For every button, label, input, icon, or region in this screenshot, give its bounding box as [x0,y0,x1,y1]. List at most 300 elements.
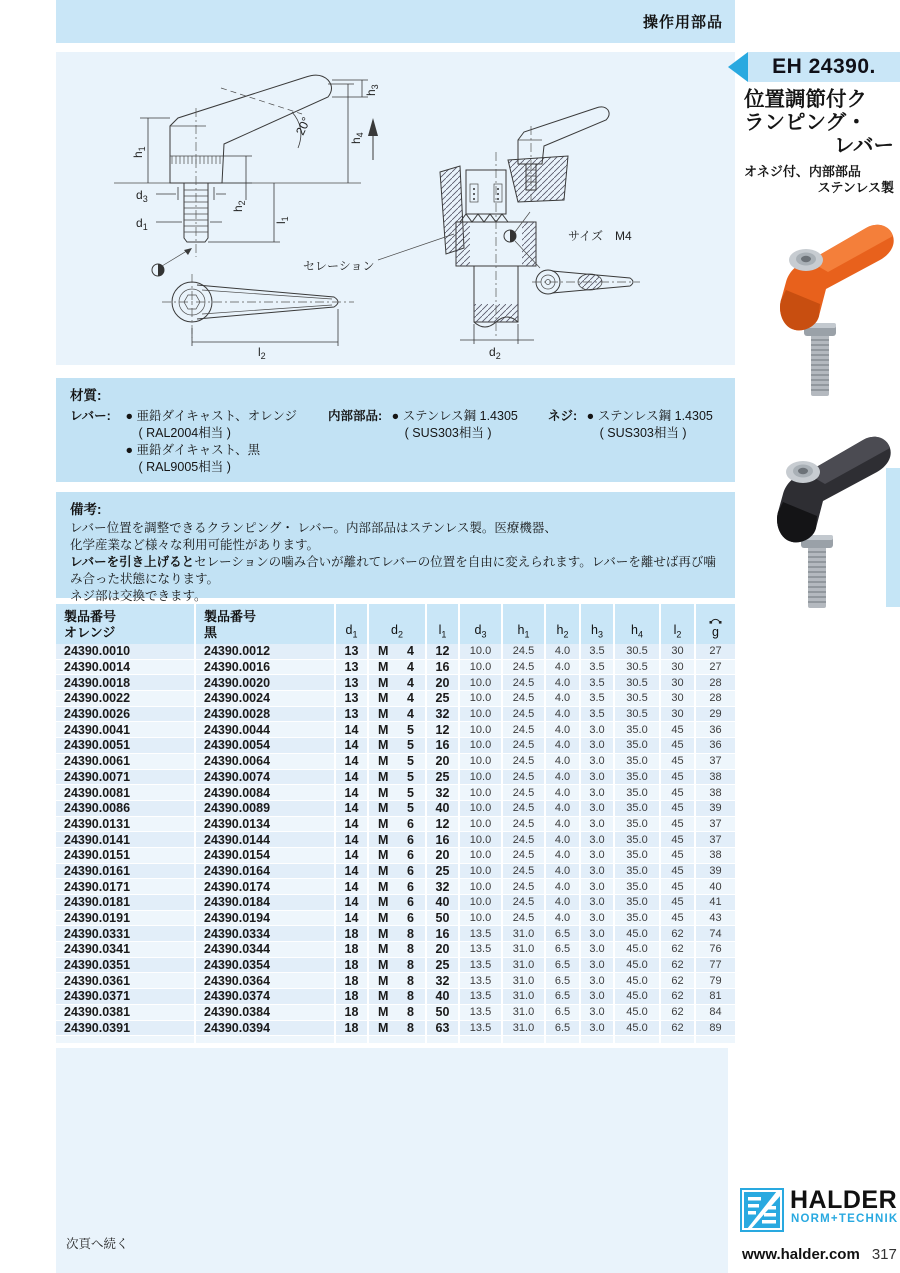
d1: 14 [336,754,369,770]
d3: 13.5 [460,1005,503,1021]
d3: 10.0 [460,675,503,691]
weight: 28 [696,675,735,691]
product-number-orange: 24390.0351 [56,958,196,974]
l2: 45 [661,754,696,770]
d1: 14 [336,911,369,927]
d3: 13.5 [460,973,503,989]
page-title: 位置調節付ク ランピング・ レバー [744,88,894,157]
material-internal-item: ● ステンレス鋼 1.4305 [391,409,518,423]
h2: 4.0 [546,691,581,707]
side-view-drawing [114,75,380,257]
product-number-orange: 24390.0191 [56,911,196,927]
h3: 3.0 [581,1021,615,1037]
h4: 45.0 [615,958,661,974]
d1: 14 [336,738,369,754]
h2: 4.0 [546,879,581,895]
footer [742,1246,900,1263]
product-number-black: 24390.0134 [196,817,336,833]
h4: 35.0 [615,879,661,895]
weight: 76 [696,942,735,958]
l2: 30 [661,644,696,660]
up-arrow-icon [368,118,378,136]
l2: 62 [661,926,696,942]
col-header-l2: $l_2$ [661,604,696,644]
h1: 24.5 [503,660,546,676]
h2: 4.0 [546,722,581,738]
table-row [56,911,735,927]
col-header-h3: $h_3$ [581,604,615,644]
h1: 24.5 [503,895,546,911]
material-lever-item: ● 亜鉛ダイキャスト、オレンジ [125,409,298,423]
d1: 14 [336,817,369,833]
serration-label: セレーション [303,259,375,273]
table-row [56,989,735,1005]
product-number-orange: 24390.0051 [56,738,196,754]
weight: 27 [696,660,735,676]
l1: 16 [427,660,460,676]
d2: M 5 [369,722,427,738]
remarks-title: 備考: [70,502,102,517]
technical-drawing-panel [56,52,735,365]
table-row [56,926,735,942]
d1: 18 [336,973,369,989]
table-row [56,973,735,989]
product-number-orange: 24390.0171 [56,879,196,895]
col-header-d1: $d_1$ [336,604,369,644]
h3: 3.0 [581,895,615,911]
h4: 45.0 [615,926,661,942]
material-screw-item: ● ステンレス鋼 1.4305 [586,409,713,423]
product-number-black: 24390.0089 [196,801,336,817]
remarks-line: ネジ部は交換できます。 [70,589,207,603]
l2: 62 [661,1021,696,1037]
h2: 4.0 [546,770,581,786]
h2: 4.0 [546,895,581,911]
d3: 10.0 [460,644,503,660]
halder-logo-subtext: NORM+TECHNIK [791,1213,899,1225]
product-photo-orange-lever [740,206,900,409]
material-lever-label: レバー: [70,409,111,423]
l1: 12 [427,722,460,738]
product-number-orange: 24390.0081 [56,785,196,801]
h3: 3.0 [581,722,615,738]
product-number-black: 24390.0334 [196,926,336,942]
l2: 62 [661,973,696,989]
table-empty-row [56,1036,735,1044]
weight: 74 [696,926,735,942]
l2: 30 [661,675,696,691]
l2: 45 [661,864,696,880]
size-note-label: サイズ M4 [568,229,632,243]
d1: 18 [336,989,369,1005]
h3: 3.0 [581,1005,615,1021]
h4: 45.0 [615,973,661,989]
product-number-orange: 24390.0341 [56,942,196,958]
l1: 25 [427,691,460,707]
d2: M 4 [369,660,427,676]
l2: 30 [661,707,696,723]
product-number-black: 24390.0184 [196,895,336,911]
d1: 18 [336,926,369,942]
dim-label-l1: $l_1$ [274,216,290,224]
h3: 3.0 [581,926,615,942]
halder-logo-icon [740,1188,784,1232]
category-label: 操作用部品 [642,14,723,31]
d2: M 8 [369,989,427,1005]
material-title: 材質: [70,388,102,403]
h2: 6.5 [546,989,581,1005]
material-screw-label: ネジ: [548,409,578,423]
h2: 6.5 [546,1021,581,1037]
weight: 43 [696,911,735,927]
product-number-black: 24390.0344 [196,942,336,958]
l2: 45 [661,879,696,895]
h1: 24.5 [503,817,546,833]
h4: 45.0 [615,989,661,1005]
weight: 36 [696,738,735,754]
h4: 30.5 [615,707,661,723]
h4: 30.5 [615,691,661,707]
table-row [56,879,735,895]
h1: 24.5 [503,722,546,738]
d3: 13.5 [460,1021,503,1037]
product-number-black: 24390.0174 [196,879,336,895]
product-number-black: 24390.0064 [196,754,336,770]
h2: 6.5 [546,958,581,974]
table-row [56,770,735,786]
product-code-banner [748,52,900,82]
d1: 14 [336,879,369,895]
product-number-orange: 24390.0018 [56,675,196,691]
weight: 77 [696,958,735,974]
l1: 25 [427,864,460,880]
table-row [56,958,735,974]
d2: M 8 [369,958,427,974]
d3: 10.0 [460,832,503,848]
d3: 10.0 [460,660,503,676]
product-number-orange: 24390.0026 [56,707,196,723]
l1: 40 [427,801,460,817]
h4: 35.0 [615,738,661,754]
h4: 35.0 [615,754,661,770]
d1: 18 [336,958,369,974]
h1: 31.0 [503,1021,546,1037]
d1: 14 [336,770,369,786]
d2: M 6 [369,817,427,833]
h3: 3.0 [581,958,615,974]
table-row [56,895,735,911]
dim-label-l2: $l_2$ [258,345,266,361]
product-number-orange: 24390.0361 [56,973,196,989]
h4: 35.0 [615,785,661,801]
col-header-product-orange: 製品番号 オレンジ [56,604,196,644]
col-header-h1: $h_1$ [503,604,546,644]
product-number-orange: 24390.0061 [56,754,196,770]
weight-scale-icon [709,615,722,624]
l2: 30 [661,691,696,707]
product-photo-black-lever [737,416,897,621]
d2: M 8 [369,942,427,958]
dim-label-d3: $d_3$ [136,188,148,204]
page-subtitle: オネジ付、内部部品 ステンレス製 [744,164,894,195]
d3: 10.0 [460,801,503,817]
product-number-orange: 24390.0010 [56,644,196,660]
l1: 12 [427,644,460,660]
h3: 3.0 [581,754,615,770]
dim-label-h2: $h_2$ [231,200,247,212]
product-number-black: 24390.0154 [196,848,336,864]
l2: 45 [661,722,696,738]
product-number-black: 24390.0024 [196,691,336,707]
d3: 10.0 [460,691,503,707]
product-number-orange: 24390.0181 [56,895,196,911]
page-number: 317 [871,1246,897,1263]
table-row [56,1021,735,1037]
d3: 10.0 [460,770,503,786]
h4: 35.0 [615,817,661,833]
product-number-orange: 24390.0022 [56,691,196,707]
d1: 14 [336,722,369,738]
l2: 62 [661,989,696,1005]
h3: 3.0 [581,832,615,848]
table-body [56,644,735,1044]
l2: 62 [661,1005,696,1021]
product-number-orange: 24390.0071 [56,770,196,786]
h2: 4.0 [546,707,581,723]
l1: 16 [427,738,460,754]
d2: M 5 [369,801,427,817]
material-internal-item-sub: ( SUS303相当 ) [404,426,492,440]
product-number-black: 24390.0012 [196,644,336,660]
product-number-orange: 24390.0161 [56,864,196,880]
h1: 24.5 [503,754,546,770]
product-number-black: 24390.0074 [196,770,336,786]
l1: 16 [427,926,460,942]
d3: 13.5 [460,958,503,974]
l2: 30 [661,660,696,676]
d2: M 8 [369,926,427,942]
h3: 3.5 [581,660,615,676]
d1: 18 [336,1021,369,1037]
h3: 3.0 [581,973,615,989]
l1: 50 [427,1005,460,1021]
next-page-note: 次頁へ続く [66,1237,129,1251]
d3: 13.5 [460,989,503,1005]
d2: M 6 [369,879,427,895]
h1: 31.0 [503,1005,546,1021]
product-number-black: 24390.0020 [196,675,336,691]
d3: 10.0 [460,722,503,738]
h2: 6.5 [546,1005,581,1021]
h1: 24.5 [503,785,546,801]
technical-drawing [56,52,735,365]
h4: 45.0 [615,1005,661,1021]
d1: 13 [336,660,369,676]
halder-logo [740,1186,899,1234]
table-row [56,832,735,848]
l2: 45 [661,817,696,833]
h3: 3.0 [581,879,615,895]
d3: 13.5 [460,926,503,942]
h2: 4.0 [546,660,581,676]
h4: 30.5 [615,675,661,691]
material-screw-group [548,408,713,442]
h4: 35.0 [615,832,661,848]
product-number-black: 24390.0016 [196,660,336,676]
h3: 3.0 [581,770,615,786]
weight: 39 [696,864,735,880]
h3: 3.5 [581,644,615,660]
col-header-h4: $h_4$ [615,604,661,644]
col-header-d2: $d_2$ [369,604,427,644]
h2: 4.0 [546,911,581,927]
d3: 10.0 [460,785,503,801]
d3: 10.0 [460,707,503,723]
l2: 45 [661,770,696,786]
remarks-line: み合った状態になります。 [70,572,220,586]
h2: 4.0 [546,832,581,848]
d1: 14 [336,848,369,864]
h3: 3.0 [581,989,615,1005]
h1: 24.5 [503,801,546,817]
h2: 4.0 [546,644,581,660]
dim-label-h3: $h_3$ [364,84,380,96]
d3: 10.0 [460,864,503,880]
h4: 45.0 [615,1021,661,1037]
h1: 24.5 [503,738,546,754]
l2: 45 [661,911,696,927]
l2: 45 [661,832,696,848]
weight: 79 [696,973,735,989]
product-spec-table [56,604,735,1044]
l1: 25 [427,770,460,786]
material-internal-label: 内部部品: [328,409,383,423]
l1: 20 [427,675,460,691]
d3: 10.0 [460,754,503,770]
product-number-black: 24390.0144 [196,832,336,848]
d2: M 6 [369,911,427,927]
table-row [56,864,735,880]
d2: M 5 [369,785,427,801]
d2: M 8 [369,1021,427,1037]
table-row [56,675,735,691]
top-category-bar [56,0,735,43]
h1: 24.5 [503,879,546,895]
material-lever-item-sub: ( RAL2004相当 ) [138,426,231,440]
material-screw-item-sub: ( SUS303相当 ) [599,426,687,440]
h1: 24.5 [503,691,546,707]
table-row [56,1005,735,1021]
h2: 6.5 [546,926,581,942]
h3: 3.0 [581,942,615,958]
d2: M 5 [369,770,427,786]
l1: 12 [427,817,460,833]
dim-label-angle: 20° [293,114,314,138]
d3: 10.0 [460,879,503,895]
product-number-black: 24390.0084 [196,785,336,801]
d2: M 6 [369,832,427,848]
weight: 38 [696,770,735,786]
col-header-product-black: 製品番号 黒 [196,604,336,644]
l2: 45 [661,785,696,801]
remarks-line: レバー位置を調整できるクランピング・ レバー。内部部品はステンレス製。医療機器、 [70,521,557,535]
product-number-black: 24390.0394 [196,1021,336,1037]
product-number-orange: 24390.0141 [56,832,196,848]
d1: 13 [336,675,369,691]
d2: M 5 [369,738,427,754]
h2: 4.0 [546,785,581,801]
d3: 10.0 [460,817,503,833]
h1: 31.0 [503,973,546,989]
product-number-black: 24390.0384 [196,1005,336,1021]
d1: 13 [336,691,369,707]
product-number-black: 24390.0054 [196,738,336,754]
product-number-orange: 24390.0331 [56,926,196,942]
h3: 3.0 [581,801,615,817]
l1: 20 [427,848,460,864]
l2: 45 [661,738,696,754]
l1: 20 [427,942,460,958]
d2: M 4 [369,691,427,707]
h4: 35.0 [615,770,661,786]
h1: 24.5 [503,707,546,723]
remarks-line: レバーを引き上げるとセレーションの噛み合いが離れてレバーの位置を自由に変えられます。レバーを離せば再び噛 [70,555,716,569]
d2: M 6 [369,864,427,880]
l1: 20 [427,754,460,770]
banner-arrow-icon [728,52,748,82]
table-row [56,660,735,676]
h2: 4.0 [546,864,581,880]
d1: 14 [336,864,369,880]
h3: 3.0 [581,848,615,864]
l2: 62 [661,958,696,974]
d1: 18 [336,1005,369,1021]
h3: 3.0 [581,864,615,880]
d2: M 6 [369,848,427,864]
h2: 6.5 [546,942,581,958]
l1: 32 [427,973,460,989]
d3: 10.0 [460,895,503,911]
table-row [56,785,735,801]
l1: 32 [427,785,460,801]
product-number-black: 24390.0374 [196,989,336,1005]
l2: 45 [661,801,696,817]
d2: M 4 [369,675,427,691]
d1: 13 [336,707,369,723]
product-number-orange: 24390.0381 [56,1005,196,1021]
h2: 4.0 [546,801,581,817]
h3: 3.0 [581,817,615,833]
col-header-h2: $h_2$ [546,604,581,644]
product-number-orange: 24390.0151 [56,848,196,864]
h1: 24.5 [503,911,546,927]
weight: 37 [696,817,735,833]
h1: 24.5 [503,832,546,848]
weight: 38 [696,848,735,864]
h1: 24.5 [503,675,546,691]
table-row [56,738,735,754]
h4: 30.5 [615,644,661,660]
weight: 36 [696,722,735,738]
weight: 37 [696,754,735,770]
product-number-black: 24390.0044 [196,722,336,738]
table-row [56,817,735,833]
table-row [56,707,735,723]
h2: 4.0 [546,848,581,864]
weight: 29 [696,707,735,723]
footer-url[interactable]: www.halder.com [742,1246,860,1263]
h4: 30.5 [615,660,661,676]
